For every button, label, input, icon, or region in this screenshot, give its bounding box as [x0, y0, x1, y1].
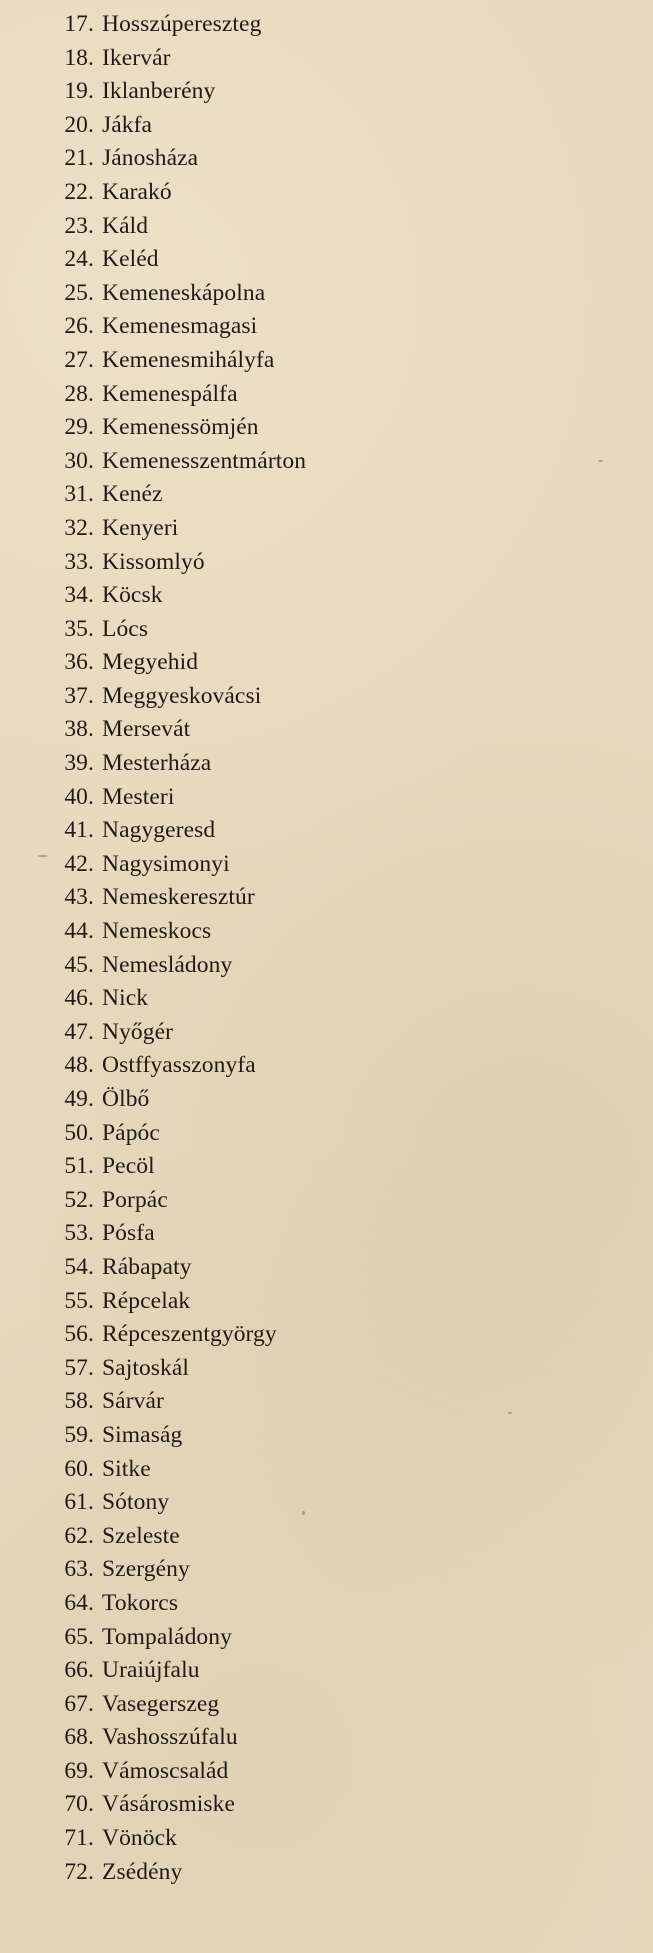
- settlement-name: Mersevát: [102, 716, 191, 743]
- item-number: 33.: [64, 548, 94, 575]
- settlement-name: Vásárosmiske: [102, 1791, 236, 1818]
- item-number: 58.: [64, 1388, 94, 1415]
- list-item: [0, 1318, 306, 1352]
- list-item: [0, 8, 306, 42]
- list-item: [0, 1822, 306, 1856]
- list-item: [0, 1385, 306, 1419]
- settlement-name: Mesteri: [102, 783, 175, 810]
- item-number: 31.: [64, 481, 94, 508]
- item-number: 59.: [64, 1421, 94, 1448]
- settlement-name: Karakó: [102, 178, 172, 205]
- list-item: [0, 1755, 306, 1789]
- paper-speck: [302, 1511, 305, 1515]
- settlement-name: Sárvár: [102, 1388, 164, 1415]
- settlement-name: Kemenesmihályfa: [102, 346, 275, 373]
- settlement-name: Sitke: [102, 1455, 151, 1482]
- settlement-name: Szergény: [102, 1556, 190, 1583]
- list-item: [0, 1083, 306, 1117]
- list-item: [0, 613, 306, 647]
- settlement-name: Mesterháza: [102, 750, 212, 777]
- list-item: [0, 982, 306, 1016]
- list-item: [0, 1587, 306, 1621]
- settlement-name: Kenéz: [102, 481, 163, 508]
- item-number: 70.: [64, 1791, 94, 1818]
- list-item: [0, 1419, 306, 1453]
- settlement-name: Uraiújfalu: [102, 1657, 200, 1684]
- list-item: [0, 747, 306, 781]
- list-item: [0, 1621, 306, 1655]
- settlement-name: Tokorcs: [102, 1589, 179, 1616]
- list-item: [0, 512, 306, 546]
- item-number: 43.: [64, 884, 94, 911]
- settlement-name: Kemenespálfa: [102, 380, 238, 407]
- settlement-name: Répceszentgyörgy: [102, 1321, 277, 1348]
- list-item: [0, 781, 306, 815]
- item-number: 55.: [64, 1287, 94, 1314]
- list-item: [0, 478, 306, 512]
- settlement-name: Nagygeresd: [102, 817, 216, 844]
- list-item: [0, 1117, 306, 1151]
- settlement-name: Iklanberény: [102, 78, 216, 105]
- list-item: [0, 210, 306, 244]
- item-number: 36.: [64, 649, 94, 676]
- item-number: 48.: [64, 1052, 94, 1079]
- list-item: [0, 579, 306, 613]
- list-item: [0, 1654, 306, 1688]
- item-number: 18.: [64, 44, 94, 71]
- list-item: [0, 1285, 306, 1319]
- item-number: 19.: [64, 78, 94, 105]
- list-item: [0, 109, 306, 143]
- settlement-name: Kemenesszentmárton: [102, 447, 307, 474]
- item-number: 63.: [64, 1556, 94, 1583]
- item-number: 29.: [64, 414, 94, 441]
- settlement-name: Kemenessömjén: [102, 414, 259, 441]
- item-number: 72.: [64, 1858, 94, 1885]
- item-number: 26.: [64, 313, 94, 340]
- item-number: 22.: [64, 178, 94, 205]
- list-item: [0, 1049, 306, 1083]
- item-number: 69.: [64, 1757, 94, 1784]
- settlement-name: Répcelak: [102, 1287, 191, 1314]
- settlement-name: Pápóc: [102, 1119, 160, 1146]
- item-number: 32.: [64, 514, 94, 541]
- list-item: [0, 378, 306, 412]
- settlement-name: Köcsk: [102, 582, 163, 609]
- item-number: 51.: [64, 1153, 94, 1180]
- list-item: [0, 848, 306, 882]
- item-number: 34.: [64, 582, 94, 609]
- item-number: 35.: [64, 615, 94, 642]
- item-number: 37.: [64, 682, 94, 709]
- list-item: [0, 881, 306, 915]
- paper-speck: [598, 460, 603, 462]
- item-number: 60.: [64, 1455, 94, 1482]
- item-number: 17.: [64, 11, 94, 37]
- settlement-name: Pecöl: [102, 1153, 155, 1180]
- item-number: 44.: [64, 918, 94, 945]
- settlement-name: Sajtoskál: [102, 1354, 190, 1381]
- list-item: [0, 1150, 306, 1184]
- list-item: [0, 1453, 306, 1487]
- paper-speck: [38, 855, 48, 857]
- item-number: 23.: [64, 212, 94, 239]
- item-number: 25.: [64, 279, 94, 306]
- paper-speck: [508, 1412, 512, 1414]
- item-number: 45.: [64, 951, 94, 978]
- item-number: 46.: [64, 985, 94, 1012]
- list-item: [0, 1486, 306, 1520]
- list-item: [0, 142, 306, 176]
- settlement-name: Porpác: [102, 1186, 168, 1213]
- settlement-name: Szeleste: [102, 1522, 180, 1549]
- settlement-name: Hosszúpereszteg: [102, 11, 262, 37]
- settlement-name: Simaság: [102, 1421, 183, 1448]
- item-number: 65.: [64, 1623, 94, 1650]
- list-item: [0, 1856, 306, 1890]
- settlement-name: Rábapaty: [102, 1253, 192, 1280]
- item-number: 52.: [64, 1186, 94, 1213]
- settlement-name: Vámoscsalád: [102, 1757, 229, 1784]
- settlement-name: Pósfa: [102, 1220, 155, 1247]
- list-item: [0, 310, 306, 344]
- settlement-name: Ölbő: [102, 1086, 150, 1112]
- item-number: 67.: [64, 1690, 94, 1717]
- list-item: [0, 1352, 306, 1386]
- list-item: [0, 949, 306, 983]
- item-number: 61.: [64, 1489, 94, 1516]
- settlement-name: Nemeskeresztúr: [102, 884, 255, 911]
- item-number: 66.: [64, 1657, 94, 1684]
- settlement-name: Jánosháza: [102, 145, 199, 172]
- settlement-name: Vasegerszeg: [102, 1690, 220, 1717]
- list-item: [0, 1016, 306, 1050]
- settlement-name: Lócs: [102, 615, 149, 642]
- item-number: 27.: [64, 346, 94, 373]
- settlement-name: Jákfa: [102, 111, 153, 138]
- list-item: [0, 42, 306, 76]
- settlement-name: Ostffyasszonyfa: [102, 1052, 256, 1079]
- list-item: [0, 915, 306, 949]
- list-item: [0, 344, 306, 378]
- list-item: [0, 1520, 306, 1554]
- list-item: [0, 1688, 306, 1722]
- item-number: 71.: [64, 1825, 94, 1852]
- list-item: [0, 1217, 306, 1251]
- item-number: 28.: [64, 380, 94, 407]
- settlement-name: Ikervár: [102, 44, 171, 71]
- list-item: [0, 680, 306, 714]
- settlement-name: Vönöck: [102, 1825, 178, 1852]
- settlement-name: Kemeneskápolna: [102, 279, 266, 306]
- list-item: [0, 277, 306, 311]
- list-item: [0, 1184, 306, 1218]
- settlement-name: Kemenesmagasi: [102, 313, 258, 340]
- settlement-name: Meggyeskovácsi: [102, 682, 262, 709]
- settlement-list: [0, 8, 306, 1889]
- list-item: [0, 411, 306, 445]
- item-number: 64.: [64, 1589, 94, 1616]
- settlement-name: Kenyeri: [102, 514, 179, 541]
- list-item: [0, 646, 306, 680]
- list-item: [0, 814, 306, 848]
- list-item: [0, 1251, 306, 1285]
- settlement-name: Nick: [102, 985, 149, 1012]
- item-number: 49.: [64, 1086, 94, 1112]
- item-number: 54.: [64, 1253, 94, 1280]
- item-number: 62.: [64, 1522, 94, 1549]
- item-number: 20.: [64, 111, 94, 138]
- list-item: [0, 1788, 306, 1822]
- settlement-name: Vashosszúfalu: [102, 1724, 238, 1751]
- list-item: [0, 176, 306, 210]
- list-item: [0, 1553, 306, 1587]
- settlement-name: Megyehid: [102, 649, 199, 676]
- item-number: 47.: [64, 1018, 94, 1045]
- settlement-name: Zsédény: [102, 1858, 183, 1885]
- settlement-name: Nemeskocs: [102, 918, 212, 945]
- item-number: 38.: [64, 716, 94, 743]
- item-number: 68.: [64, 1724, 94, 1751]
- settlement-name: Tompaládony: [102, 1623, 232, 1650]
- item-number: 40.: [64, 783, 94, 810]
- item-number: 56.: [64, 1321, 94, 1348]
- list-item: [0, 243, 306, 277]
- list-item: [0, 445, 306, 479]
- settlement-name: Nagysimonyi: [102, 850, 230, 877]
- item-number: 53.: [64, 1220, 94, 1247]
- list-item: [0, 546, 306, 580]
- item-number: 21.: [64, 145, 94, 172]
- settlement-name: Kissomlyó: [102, 548, 205, 575]
- settlement-name: Nyőgér: [102, 1018, 174, 1045]
- item-number: 24.: [64, 246, 94, 273]
- item-number: 50.: [64, 1119, 94, 1146]
- settlement-name: Keléd: [102, 246, 159, 273]
- item-number: 39.: [64, 750, 94, 777]
- item-number: 41.: [64, 817, 94, 844]
- item-number: 42.: [64, 850, 94, 877]
- settlement-name: Nemesládony: [102, 951, 233, 978]
- settlement-name: Káld: [102, 212, 149, 239]
- list-item: [0, 713, 306, 747]
- list-item: [0, 1721, 306, 1755]
- settlement-name: Sótony: [102, 1489, 170, 1516]
- item-number: 30.: [64, 447, 94, 474]
- list-item: [0, 75, 306, 109]
- item-number: 57.: [64, 1354, 94, 1381]
